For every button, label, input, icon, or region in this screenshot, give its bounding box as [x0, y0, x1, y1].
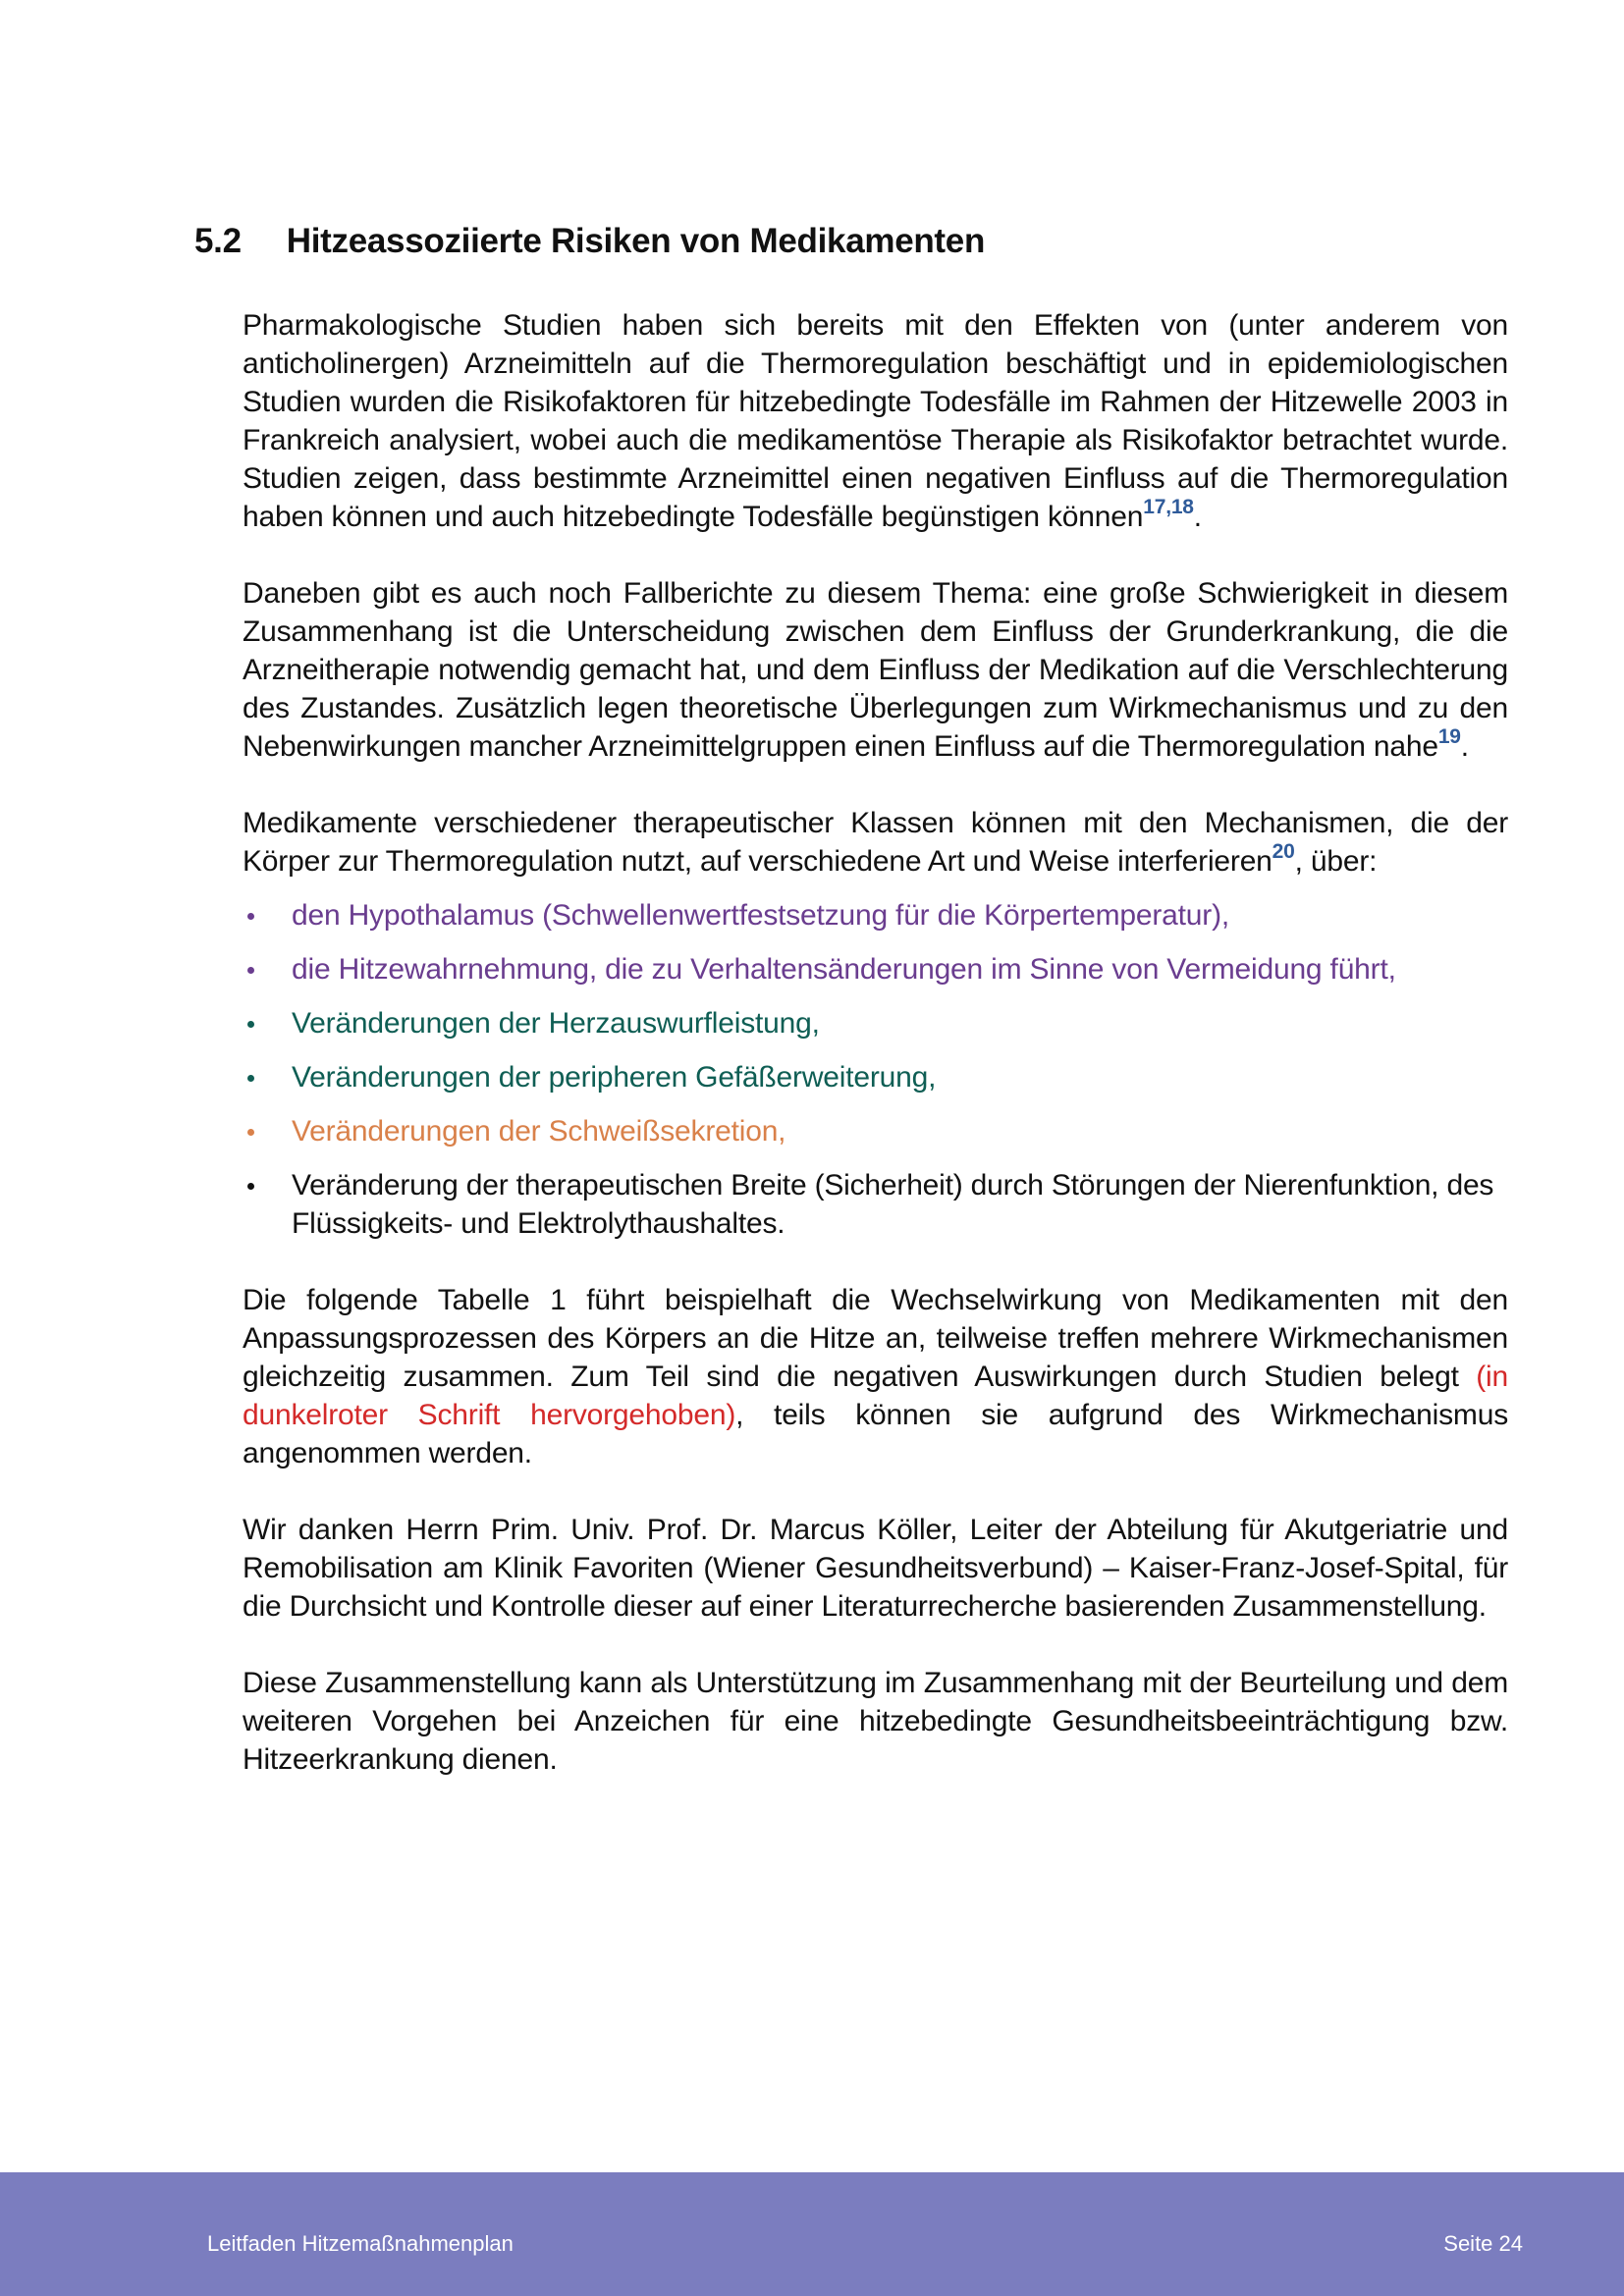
- list-item: den Hypothalamus (Schwellenwertfestsetzung für die Körpertemperatur),: [243, 896, 1508, 934]
- bullet-icon: [247, 1075, 254, 1082]
- reference-link[interactable]: 20: [1272, 840, 1295, 863]
- bullet-icon: [247, 1129, 254, 1136]
- paragraph-acknowledgement: Wir danken Herrn Prim. Univ. Prof. Dr. Marcus Köller, Leiter der Abteilung für Akutgeriatrie und Remobilisation am Klinik Favoriten (Wiener Gesundheitsverbund) – Kaiser-Franz-Josef-Spital, für die Durchsicht und Kontrolle dieser auf einer Literaturrecherche basierenden Zusammenstellung.: [243, 1514, 1508, 1623]
- bullet-icon: [247, 1021, 254, 1028]
- section-heading: [194, 222, 985, 261]
- bullet-icon: [247, 967, 254, 974]
- bullet-icon: [247, 1183, 254, 1190]
- list-item: Veränderungen der Schweißsekretion,: [243, 1112, 1508, 1150]
- list-item: die Hitzewahrnehmung, die zu Verhaltensänderungen im Sinne von Vermeidung führt,: [243, 950, 1508, 988]
- footer-document-title: Leitfaden Hitzemaßnahmenplan: [207, 2231, 514, 2256]
- section-title: Hitzeassoziierte Risiken von Medikamenten: [286, 222, 986, 260]
- list-item: Veränderung der therapeutischen Breite (Sicherheit) durch Störungen der Nierenfunktion, des Flüssigkeits- und Elektrolythaushaltes.: [243, 1166, 1508, 1243]
- paragraph-case-reports: Daneben gibt es auch noch Fallberichte zu diesem Thema: eine große Schwierigkeit in diesem Zusammenhang ist die Unterscheidung zwischen dem Einfluss der Grunderkrankung, die die Arzneitherapie notwendig gemacht hat, und dem Einfluss der Medikation auf die Verschlechterung des Zustandes. Zusätzlich legen theoretische Überlegungen zum Wirkmechanismus und zu den Nebenwirkungen mancher Arzneimittelgruppen einen Einfluss auf die Thermoregulation nahe$^{19}$.: [243, 577, 1508, 763]
- footer-page-number: Seite 24: [1443, 2231, 1523, 2256]
- mechanism-list: [243, 896, 1508, 1243]
- reference-link[interactable]: 19: [1437, 725, 1461, 748]
- paragraph-table-intro: Die folgende Tabelle 1 führt beispielhaft die Wechselwirkung von Medikamenten mit den Anpassungsprozessen des Körpers an die Hitze an, teilweise treffen mehrere Wirkmechanismen gleichzeitig zusammen. Zum Teil sind die negativen Auswirkungen durch Studien belegt (in dunkelroter Schrift hervorgehoben), teils können sie aufgrund des Wirkmechanismus angenommen werden.: [243, 1284, 1508, 1469]
- bullet-icon: [247, 913, 254, 920]
- section-number: 5.2: [194, 222, 242, 260]
- list-item: Veränderungen der Herzauswurfleistung,: [243, 1004, 1508, 1042]
- reference-link[interactable]: 17,18: [1143, 496, 1194, 518]
- paragraph-closing: Diese Zusammenstellung kann als Unterstützung im Zusammenhang mit der Beurteilung und dem weiteren Vorgehen bei Anzeichen für eine hitzebedingte Gesundheitsbeeinträchtigung bzw. Hitzeerkrankung dienen.: [243, 1667, 1508, 1776]
- list-item: Veränderungen der peripheren Gefäßerweiterung,: [243, 1058, 1508, 1096]
- paragraph-mechanisms: Medikamente verschiedener therapeutischer Klassen können mit den Mechanismen, die der Körper zur Thermoregulation nutzt, auf verschiedene Art und Weise interferieren$^{20}$, über:: [243, 807, 1508, 878]
- highlight-red-text: (in dunkelroter Schrift hervorgehoben): [243, 1361, 1508, 1431]
- page-footer: [0, 2172, 1624, 2296]
- main-content: [243, 306, 1508, 1817]
- paragraph-pharmacology: Pharmakologische Studien haben sich bereits mit den Effekten von (unter anderem von anticholinergen) Arzneimitteln auf die Thermoregulation beschäftigt und in epidemiologischen Studien wurden die Risikofaktoren für hitzebedingte Todesfälle im Rahmen der Hitzewelle 2003 in Frankreich analysiert, wobei auch die medikamentöse Therapie als Risikofaktor betrachtet wurde. Studien zeigen, dass bestimmte Arzneimittel einen negativen Einfluss auf die Thermoregulation haben können und auch hitzebedingte Todesfälle begünstigen können$^{17,18}$.: [243, 309, 1508, 533]
